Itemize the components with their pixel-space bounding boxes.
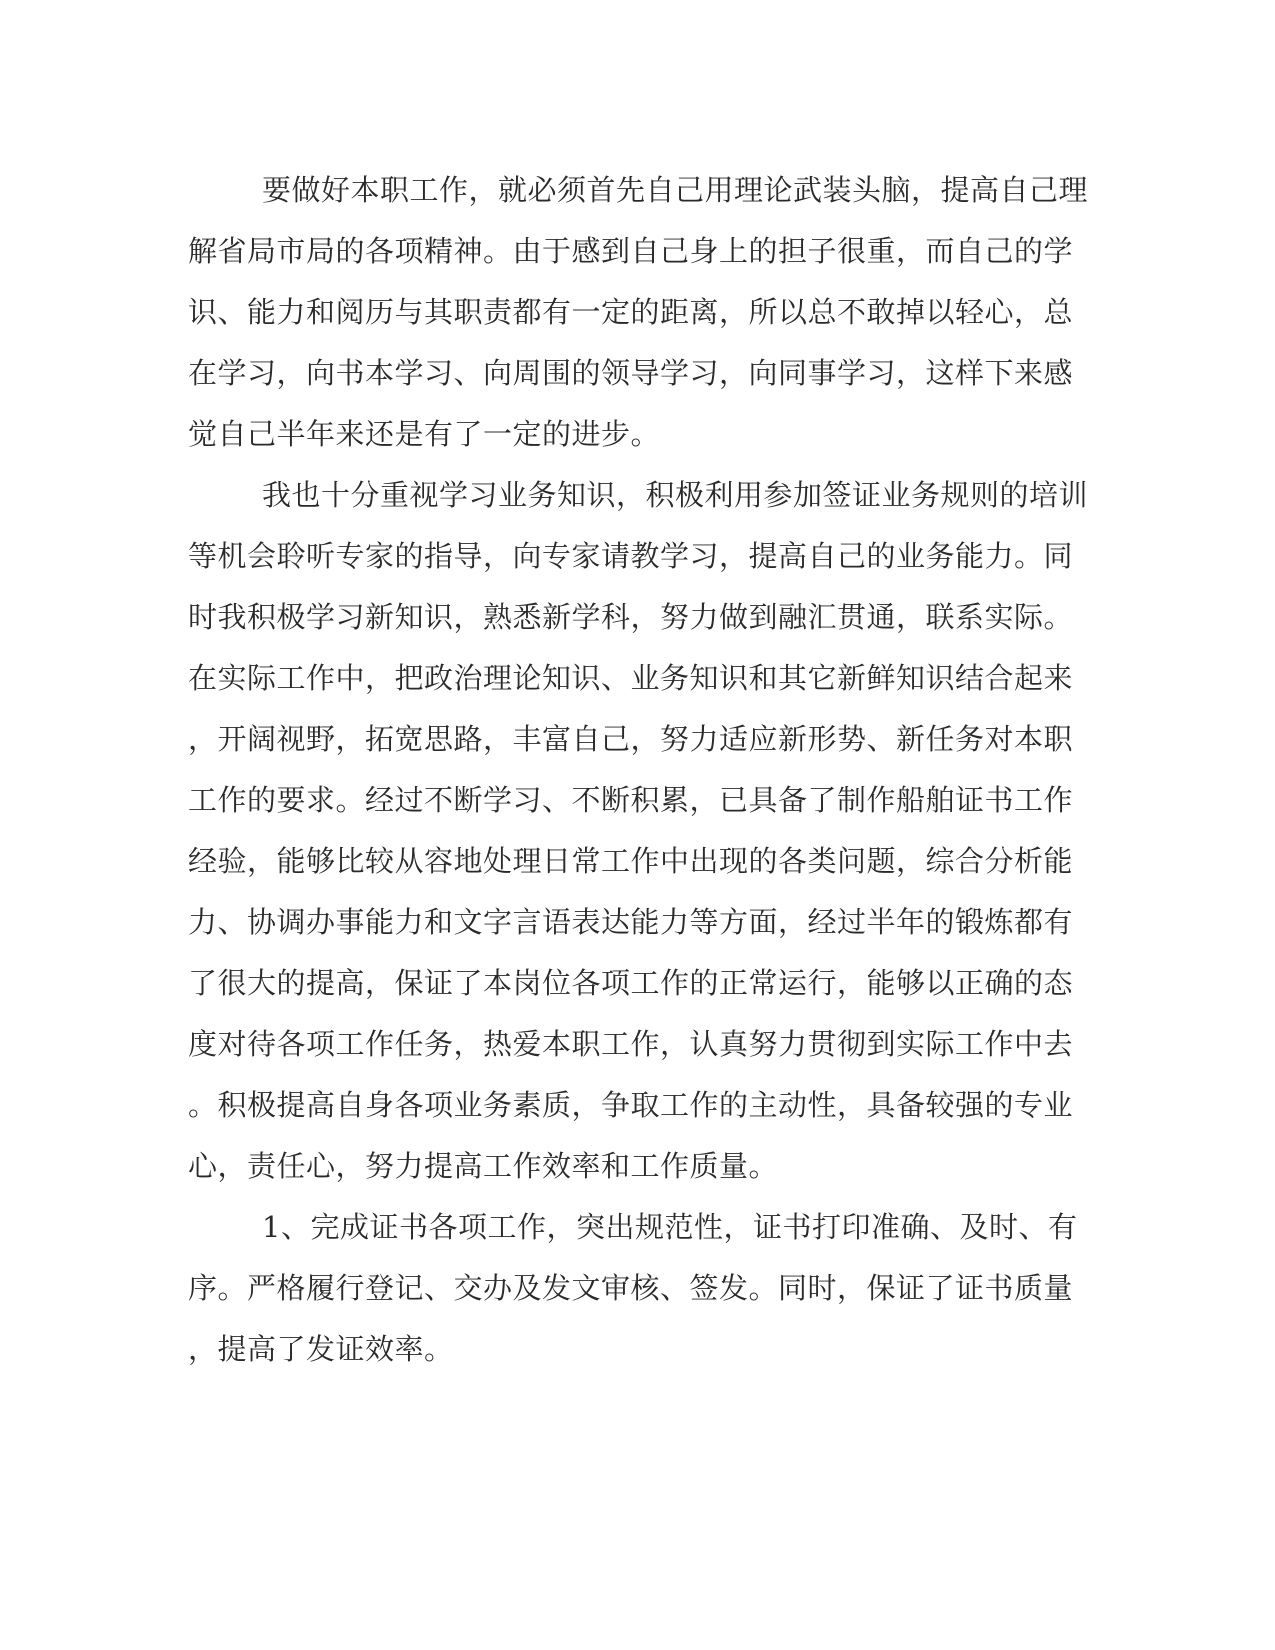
paragraph-certificate-work bbox=[188, 1197, 1078, 1380]
paragraph-line: 。积极提高自身各项业务素质，争取工作的主动性，具备较强的专业 bbox=[188, 1088, 1074, 1122]
paragraph-line: 序。严格履行登记、交办及发文审核、签发。同时，保证了证书质量 bbox=[188, 1271, 1074, 1305]
paragraph-business-knowledge bbox=[188, 465, 1089, 1197]
paragraph-line: 识、能力和阅历与其职责都有一定的距离，所以总不敢掉以轻心，总 bbox=[188, 295, 1074, 329]
paragraph-line: 工作的要求。经过不断学习、不断积累，已具备了制作船舶证书工作 bbox=[188, 783, 1074, 817]
paragraph-line: 在实际工作中，把政治理论知识、业务知识和其它新鲜知识结合起来 bbox=[188, 661, 1074, 695]
paragraph-line: 觉自己半年来还是有了一定的进步。 bbox=[188, 417, 661, 451]
paragraph-line: 心，责任心，努力提高工作效率和工作质量。 bbox=[188, 1149, 779, 1183]
paragraph-line: 力、协调办事能力和文字言语表达能力等方面，经过半年的锻炼都有 bbox=[188, 905, 1074, 939]
paragraph-line: ，开阔视野，拓宽思路，丰富自己，努力适应新形势、新任务对本职 bbox=[188, 722, 1074, 756]
paragraph-line: 了很大的提高，保证了本岗位各项工作的正常运行，能够以正确的态 bbox=[188, 966, 1074, 1000]
paragraph-line: 时我积极学习新知识，熟悉新学科，努力做到融汇贯通，联系实际。 bbox=[188, 600, 1074, 634]
paragraph-line: 我也十分重视学习业务知识，积极利用参加签证业务规则的培训 bbox=[262, 478, 1089, 512]
paragraph-self-study bbox=[188, 160, 1089, 465]
paragraph-line: 要做好本职工作，就必须首先自己用理论武装头脑，提高自己理 bbox=[262, 173, 1089, 207]
paragraph-line: 等机会聆听专家的指导，向专家请教学习，提高自己的业务能力。同 bbox=[188, 539, 1074, 573]
paragraph-line: 解省局市局的各项精神。由于感到自己身上的担子很重，而自己的学 bbox=[188, 234, 1074, 268]
paragraph-line: 1、完成证书各项工作，突出规范性，证书打印准确、及时、有 bbox=[262, 1210, 1078, 1244]
paragraph-line: ，提高了发证效率。 bbox=[188, 1332, 454, 1366]
paragraph-line: 经验，能够比较从容地处理日常工作中出现的各类问题，综合分析能 bbox=[188, 844, 1074, 878]
paragraph-line: 度对待各项工作任务，热爱本职工作，认真努力贯彻到实际工作中去 bbox=[188, 1027, 1074, 1061]
paragraph-line: 在学习，向书本学习、向周围的领导学习，向同事学习，这样下来感 bbox=[188, 356, 1074, 390]
